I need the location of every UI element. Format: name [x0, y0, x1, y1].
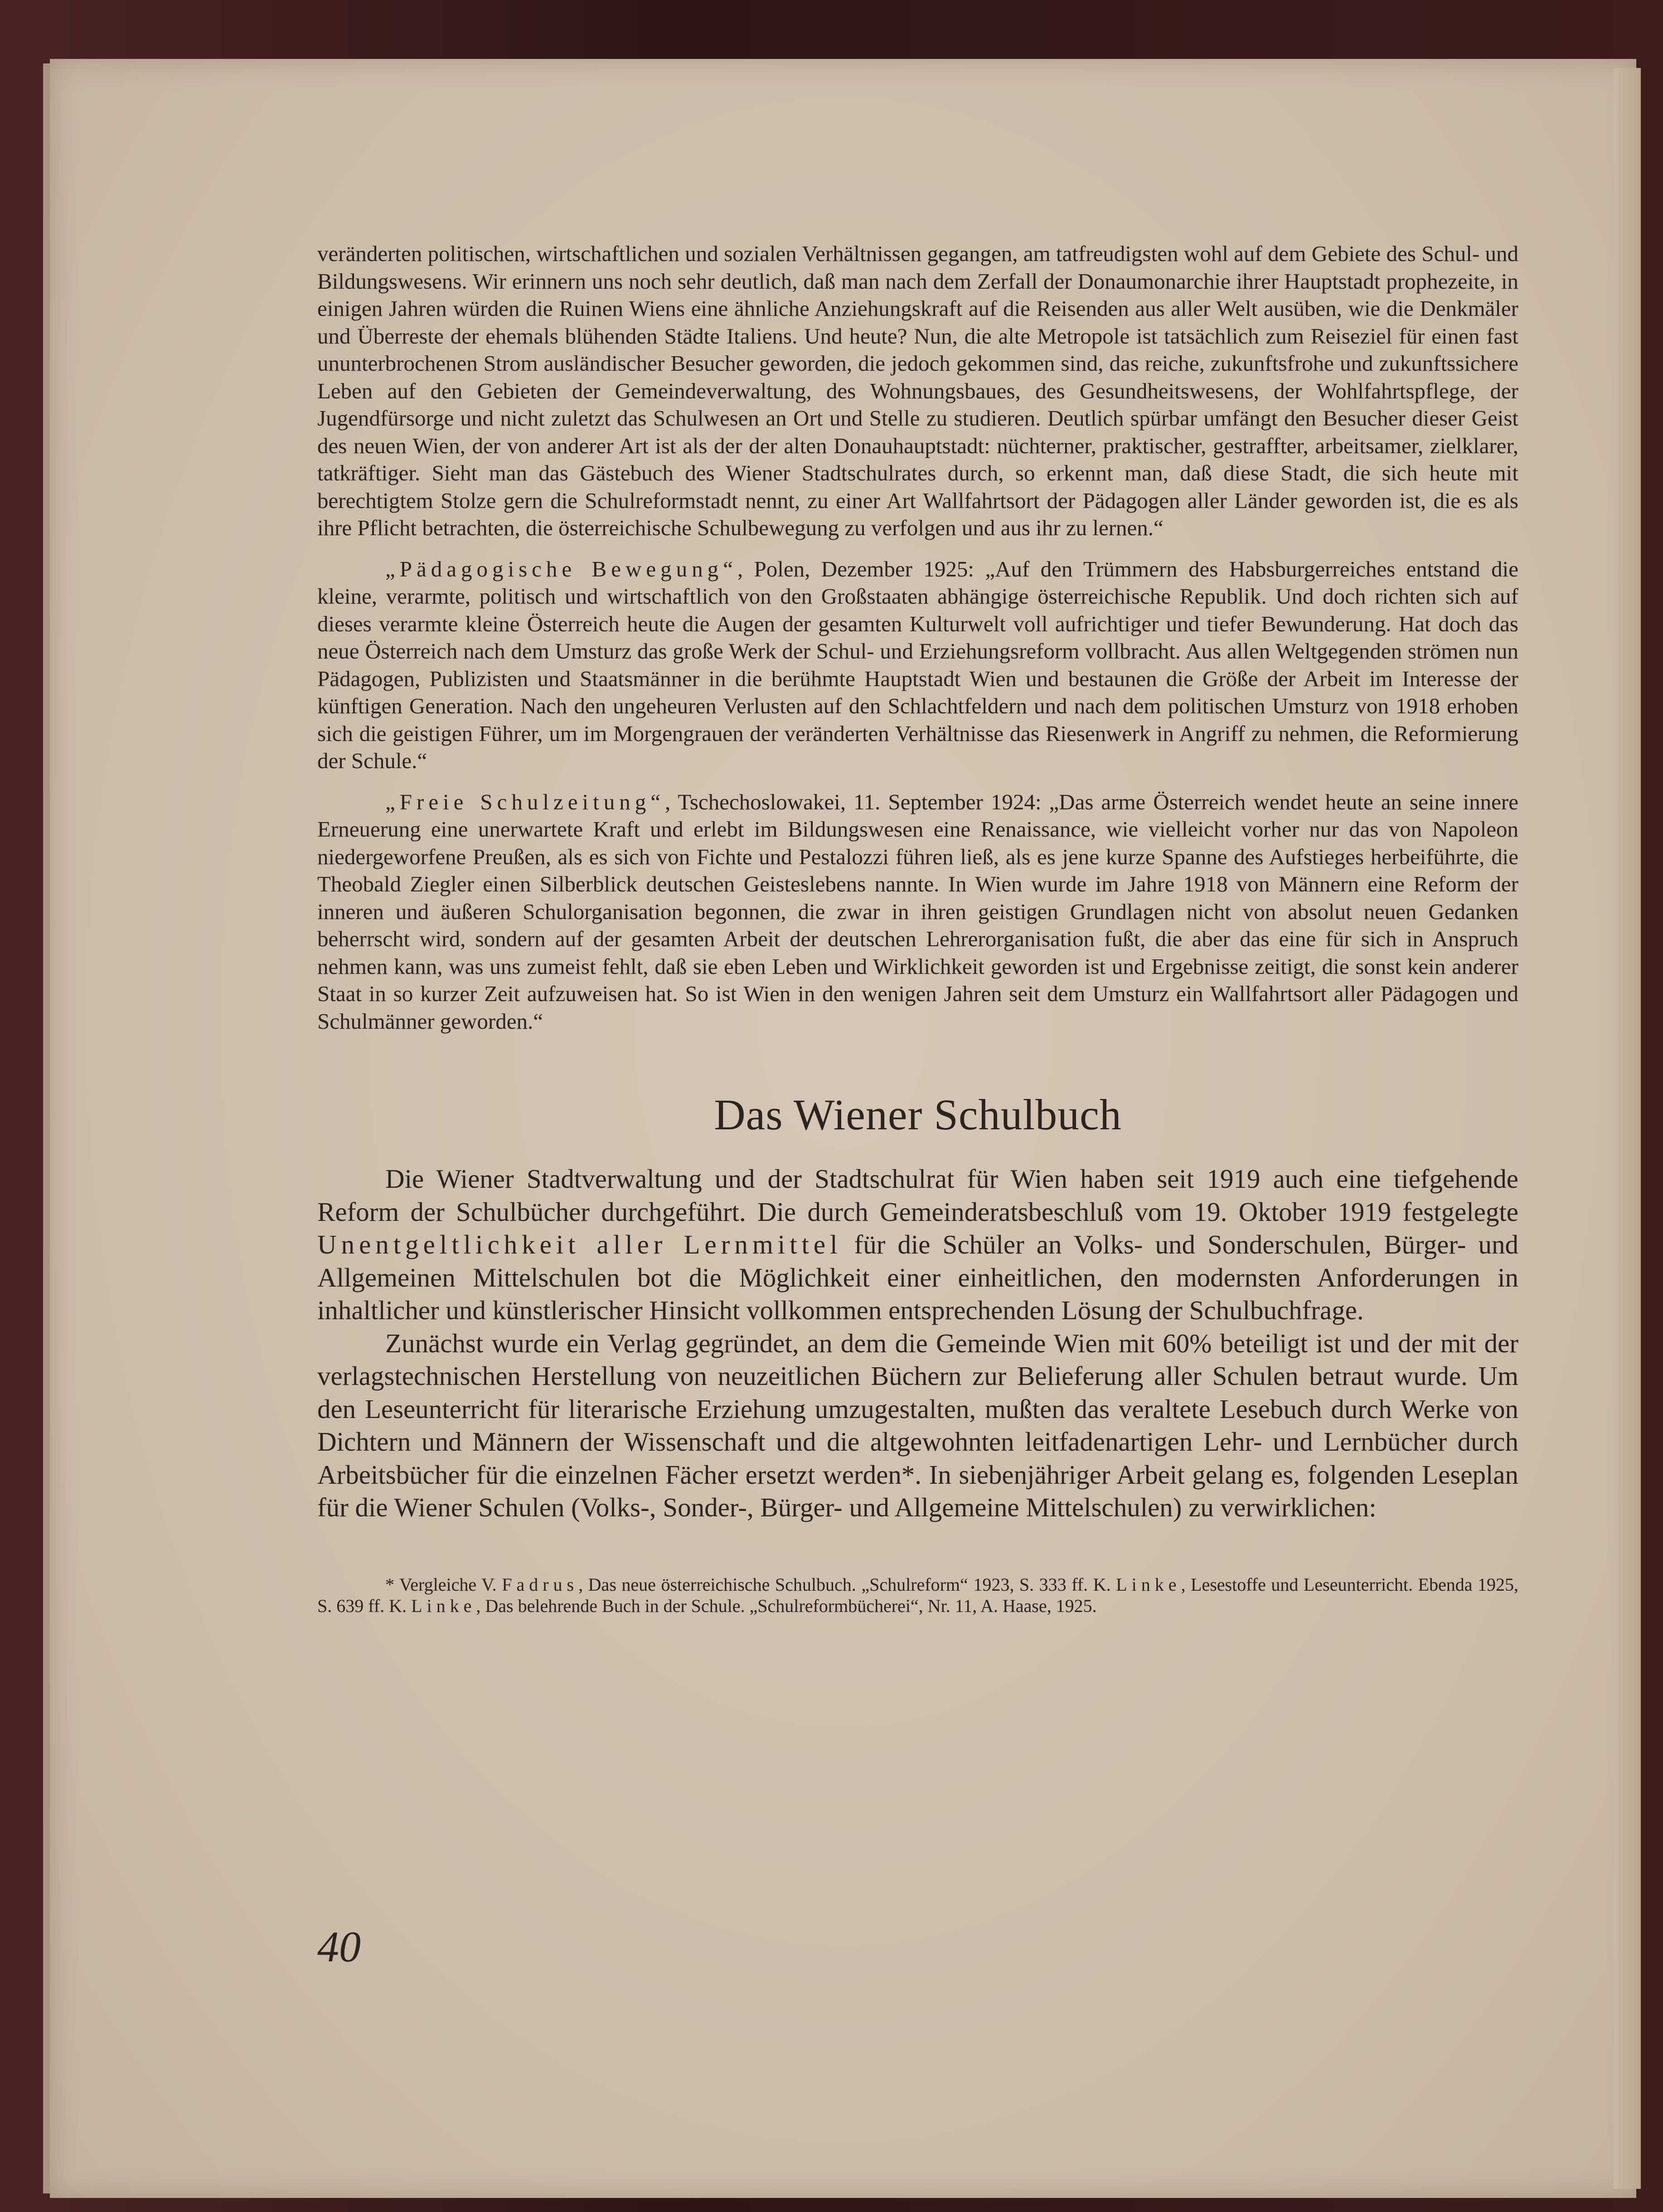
quote-text-2: „Das arme Österreich wendet heute an seine innere Erneuerung eine unerwartete Kraft und erlebt im Bildungswesen eine Renaissance, wie vielleicht vorher nur das von Napoleon niedergeworfene Preußen, als es sich von Fichte und Pestalozzi führen ließ, als es jene kurze Spanne des Aufstieges herbeiführte, die Theobald Ziegler einen Silberblick deutschen Geisteslebens nannte. In Wien wurde im Jahre 1918 von Männern eine Reform der inneren und äußeren Schulorganisation begonnen, die zwar in ihren geistigen Grundlagen nicht von absolut neuen Gedanken beherrscht wird, sondern auf der gesamten Arbeit der deutschen Lehrerorganisation fußt, die aber das eine für sich in Anspruch nehmen kann, was uns zumeist fehlt, daß sie eben Leben und Wirklichkeit geworden ist und Ergebnisse zeitigt, die sonst kein anderer Staat in so kurzer Zeit aufzuweisen hat. So ist Wien in den wenigen Jahren seit dem Umsturz ein Wallfahrtsort aller Pädagogen und Schulmänner geworden.“: [317, 789, 1518, 1034]
body-paragraph-1: [317, 1162, 1518, 1327]
quote-source-2: „Freie Schulzeitung“: [385, 789, 665, 814]
footnote-author-linke-1: Linke: [1116, 1574, 1181, 1595]
page-number: 40: [317, 1922, 361, 1971]
quote-paragraph-1: [317, 556, 1518, 775]
quote-paragraph-2: [317, 789, 1518, 1036]
quote-origin-1: , Polen, Dezember 1925:: [737, 556, 985, 581]
body-paragraph-1-start: Die Wiener Stadtverwaltung und der Stadtschulrat für Wien haben seit 1919 auch eine tiefgehende Reform der Schulbücher durchgeführt. Die durch Gemeinderatsbeschluß vom 19. Oktober 1919 festgelegte: [317, 1164, 1518, 1227]
footnote-part-b: , Das neue österreichische Schulbuch. „Schulreform“ 1923, S. 333 ff. K.: [578, 1574, 1116, 1595]
footnote-author-fadrus: Fadrus: [502, 1574, 579, 1595]
page-fore-edge: [1614, 68, 1641, 2189]
continuation-paragraph: veränderten politischen, wirtschaftlichen und sozialen Verhältnissen gegangen, am tatfreudigsten wohl auf dem Gebiete des Schul- und Bildungswesens. Wir erinnern uns noch sehr deutlich, daß man nach dem Zerfall der Donaumonarchie ihrer Hauptstadt prophezeite, in einigen Jahren würden die Ruinen Wiens eine ähnliche Anziehungskraft auf die Reisenden aus aller Welt ausüben, wie die Denkmäler und Überreste der ehemals blühenden Städte Italiens. Und heute? Nun, die alte Metropole ist tatsächlich zum Reiseziel für einen fast ununterbrochenen Strom ausländischer Besucher geworden, die jedoch gekommen sind, das reiche, zukunftsfrohe und zukunftssichere Leben auf den Gebieten der Gemeindeverwaltung, des Wohnungsbaues, des Gesundheitswesens, der Wohlfahrtspflege, der Jugendfürsorge und nicht zuletzt das Schulwesen an Ort und Stelle zu studieren. Deutlich spürbar umfängt den Besucher dieser Geist des neuen Wien, der von anderer Art ist als der der alten Donauhauptstadt: nüchterner, praktischer, gestraffter, arbeitsamer, zielklarer, tatkräftiger. Sieht man das Gästebuch des Wiener Stadtschulrates durch, so erkennt man, daß diese Stadt, die sich heute mit berechtigtem Stolze gern die Schulreformstadt nennt, zu einer Art Wallfahrtsort der Pädagogen aller Länder geworden ist, die es als ihre Pflicht betrachten, die österreichische Schulbewegung zu verfolgen und aus ihr zu lernen.“: [317, 241, 1518, 540]
body-paragraph-2: Zunächst wurde ein Verlag gegründet, an dem die Gemeinde Wien mit 60% beteiligt ist und der mit der verlagstechnischen Herstellung von neuzeitlichen Büchern zur Belieferung aller Schulen betraut wurde. Um den Leseunterricht für literarische Erziehung umzugestalten, mußten das veraltete Lesebuch durch Werke von Dichtern und Männern der Wissenschaft und die altgewohnten leitfadenartigen Lehr- und Lernbücher durch Arbeitsbücher für die einzelnen Fächer ersetzt werden*. In siebenjähriger Arbeit gelang es, folgenden Leseplan für die Wiener Schulen (Volks-, Sonder-, Bürger- und Allgemeine Mittelschulen) zu verwirklichen:: [317, 1328, 1518, 1522]
quote-source-1: „Pädagogische Bewegung“: [385, 556, 737, 581]
page-content: [317, 240, 1518, 1617]
footnote-part-d: , Das belehrende Buch in der Schule. „Schulreformbücherei“, Nr. 11, A. Haase, 1925.: [476, 1595, 1097, 1616]
body-paragraph-1-emphasis: Unentgeltlichkeit aller Lernmittel: [317, 1229, 842, 1259]
quote-origin-2: , Tschechoslowakei, 11. September 1924:: [664, 789, 1049, 814]
quote-text-1: „Auf den Trümmern des Habsburgerreiches entstand die kleine, verarmte, politisch und wirtschaftlich von den Großstaaten abhängige österreichische Republik. Und doch richten sich auf dieses verarmte kleine Österreich heute die Augen der gesamten Kulturwelt voll aufrichtiger und tiefer Bewunderung. Hat doch das neue Österreich nach dem Umsturz das große Werk der Schul- und Erziehungsreform vollbracht. Aus allen Weltgegenden strömen nun Pädagogen, Publizisten und Staatsmänner in die berühmte Hauptstadt Wien und bestaunen die Größe der Arbeit im Interesse der künftigen Generation. Nach den ungeheuren Verlusten auf den Schlachtfeldern und nach dem politischen Umsturz von 1918 erhoben sich die geistigen Führer, um im Morgengrauen der veränderten Verhältnisse das Riesenwerk in Angriff zu nehmen, die Reformierung der Schule.“: [317, 556, 1519, 773]
body-paragraph-1-end: für die Schüler an Volks- und Sonderschulen, Bürger- und Allgemeinen Mittelschulen bot die Möglichkeit einer einheitlichen, den modernsten Anforderungen in inhaltlicher und künstlerischer Hinsicht vollkommen entsprechenden Lösung der Schulbuchfrage.: [317, 1229, 1518, 1325]
footnote-author-linke-2: Linke: [411, 1595, 476, 1616]
footnote-part-a: * Vergleiche V.: [385, 1574, 502, 1595]
section-heading: Das Wiener Schulbuch: [714, 1090, 1122, 1139]
footnote-part-c: , Lesestoffe und Leseunterricht. Ebenda 1925, S. 639 ff. K.: [317, 1574, 1519, 1616]
footnote: [317, 1574, 1518, 1617]
